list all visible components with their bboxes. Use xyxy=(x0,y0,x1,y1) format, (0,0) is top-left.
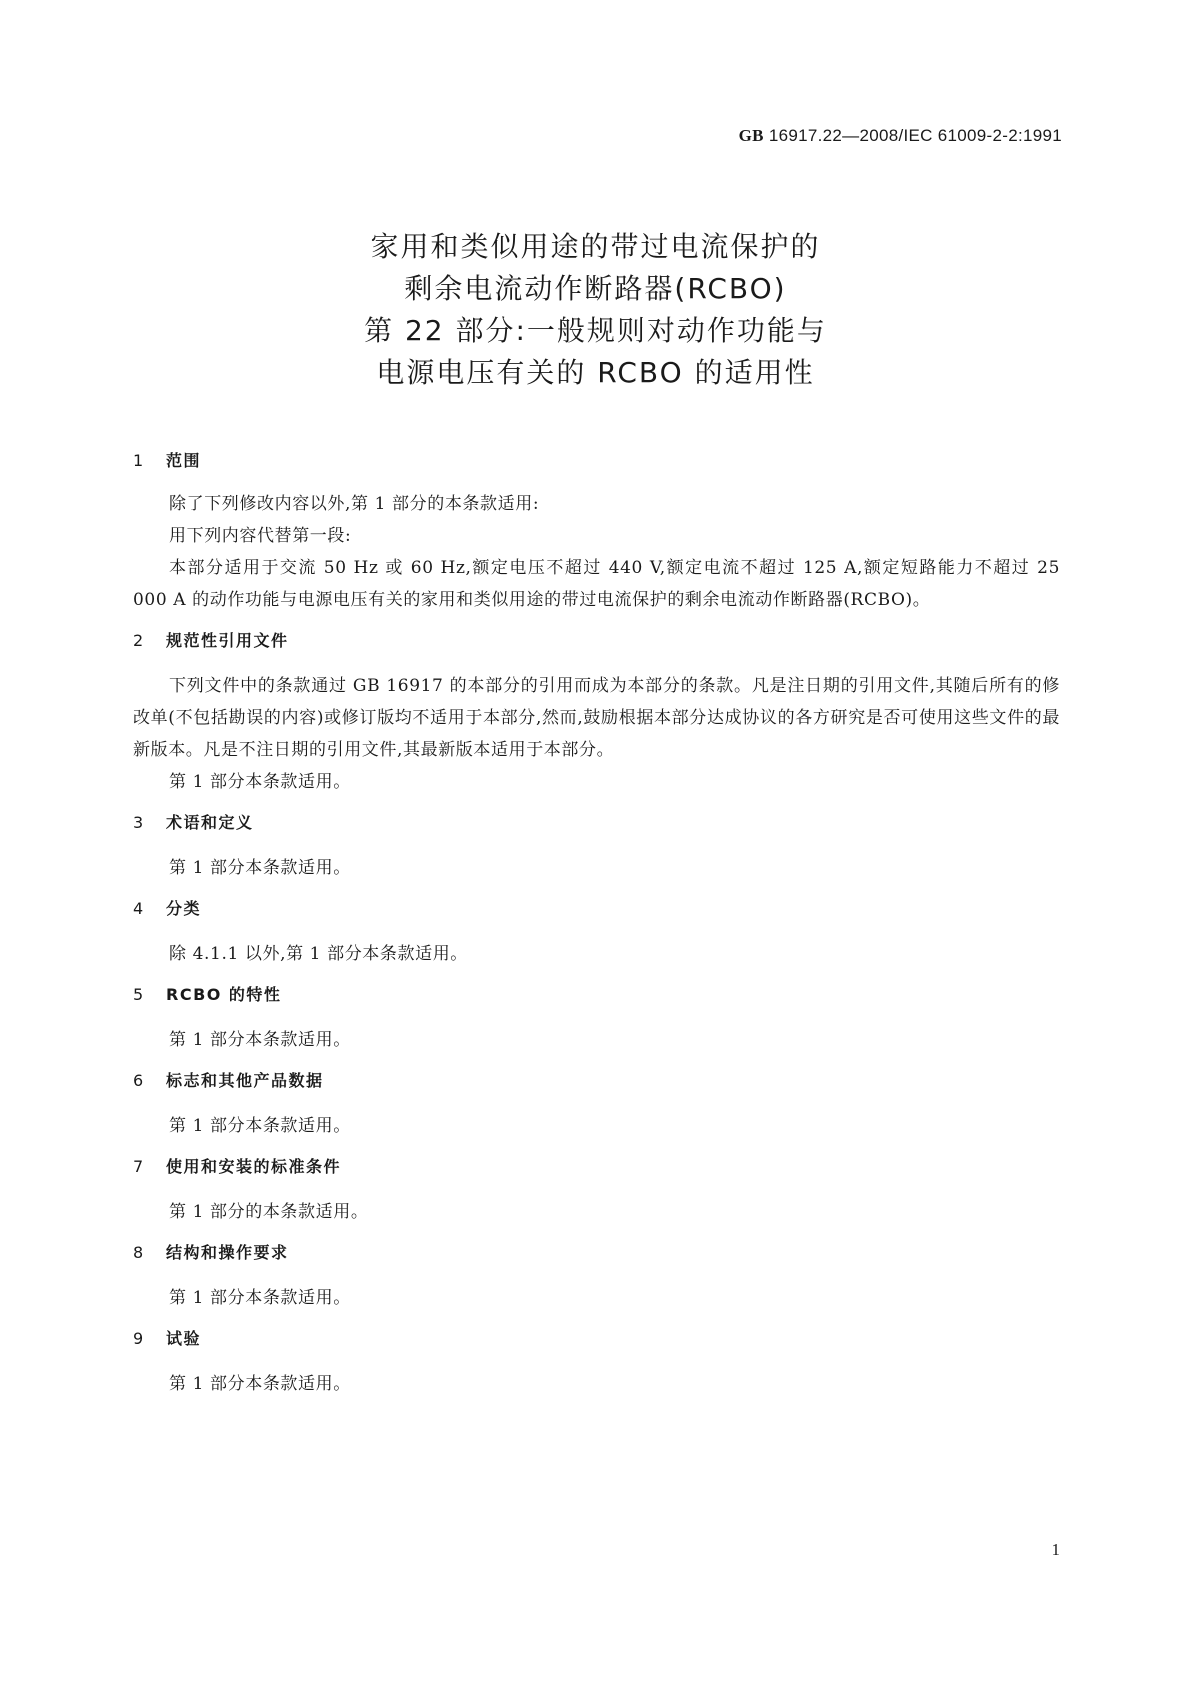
section-number: 1 xyxy=(133,451,145,470)
section-heading xyxy=(133,982,1060,1012)
section-title: 试验 xyxy=(166,1329,202,1348)
section-6 xyxy=(133,1068,1060,1142)
paragraph: 第 1 部分本条款适用。 xyxy=(169,1030,351,1050)
section-number: 5 xyxy=(133,985,145,1004)
section-title: 使用和安装的标准条件 xyxy=(166,1157,342,1176)
paragraph: 第 1 部分本条款适用。 xyxy=(169,1374,351,1394)
section-title: 范围 xyxy=(166,451,202,470)
section-number: 3 xyxy=(133,813,145,832)
standard-prefix: GB xyxy=(738,126,764,145)
standard-code: 16917.22—2008/IEC 61009-2-2:1991 xyxy=(768,126,1062,145)
section-heading xyxy=(133,1154,1060,1184)
section-7 xyxy=(133,1154,1060,1228)
paragraph: 第 1 部分本条款适用。 xyxy=(169,1288,351,1308)
section-4 xyxy=(133,896,1060,970)
section-9 xyxy=(133,1326,1060,1400)
section-number: 9 xyxy=(133,1329,145,1348)
paragraph: 本部分适用于交流 50 Hz 或 60 Hz,额定电压不超过 440 V,额定电流不超过 125 A,额定短路能力不超过 25 000 A 的动作功能与电源电压有关的家用和类似用途的带过电流保护的剩余电流动作断路器(RCBO)。 xyxy=(133,558,1060,610)
paragraph: 除 4.1.1 以外,第 1 部分本条款适用。 xyxy=(169,944,468,964)
section-title: 结构和操作要求 xyxy=(166,1243,289,1262)
document-title xyxy=(0,226,1191,394)
page-number: 1 xyxy=(1051,1540,1060,1559)
section-heading xyxy=(133,1326,1060,1356)
paragraph: 第 1 部分的本条款适用。 xyxy=(169,1202,369,1222)
section-title: 术语和定义 xyxy=(166,813,254,832)
section-8 xyxy=(133,1240,1060,1314)
section-number: 8 xyxy=(133,1243,145,1262)
section-title: RCBO 的特性 xyxy=(166,985,282,1004)
section-heading xyxy=(133,1240,1060,1270)
title-line-4: 电源电压有关的 RCBO 的适用性 xyxy=(376,356,815,389)
title-line-2: 剩余电流动作断路器(RCBO) xyxy=(404,272,787,305)
section-heading xyxy=(133,628,1060,658)
paragraph: 第 1 部分本条款适用。 xyxy=(169,772,351,792)
paragraph: 用下列内容代替第一段: xyxy=(169,526,352,546)
section-heading xyxy=(133,810,1060,840)
title-line-1: 家用和类似用途的带过电流保护的 xyxy=(370,230,821,263)
section-heading xyxy=(133,448,1060,478)
section-number: 2 xyxy=(133,631,145,650)
section-heading xyxy=(133,896,1060,926)
section-3 xyxy=(133,810,1060,884)
section-2 xyxy=(133,628,1060,798)
section-number: 4 xyxy=(133,899,145,918)
standard-number xyxy=(739,126,1062,146)
section-number: 7 xyxy=(133,1157,145,1176)
section-title: 规范性引用文件 xyxy=(166,631,289,650)
section-1 xyxy=(133,448,1060,616)
paragraph: 第 1 部分本条款适用。 xyxy=(169,1116,351,1136)
paragraph: 下列文件中的条款通过 GB 16917 的本部分的引用而成为本部分的条款。凡是注日期的引用文件,其随后所有的修改单(不包括勘误的内容)或修订版均不适用于本部分,然而,鼓励根据本部分达成协议的各方研究是否可使用这些文件的最新版本。凡是不注日期的引用文件,其最新版本适用于本部分。 xyxy=(133,676,1060,760)
section-title: 标志和其他产品数据 xyxy=(166,1071,324,1090)
section-title: 分类 xyxy=(166,899,202,918)
paragraph: 除了下列修改内容以外,第 1 部分的本条款适用: xyxy=(169,494,540,514)
paragraph: 第 1 部分本条款适用。 xyxy=(169,858,351,878)
section-5 xyxy=(133,982,1060,1056)
title-line-3: 第 22 部分:一般规则对动作功能与 xyxy=(364,314,827,347)
document-body xyxy=(133,448,1060,1400)
section-heading xyxy=(133,1068,1060,1098)
section-number: 6 xyxy=(133,1071,145,1090)
